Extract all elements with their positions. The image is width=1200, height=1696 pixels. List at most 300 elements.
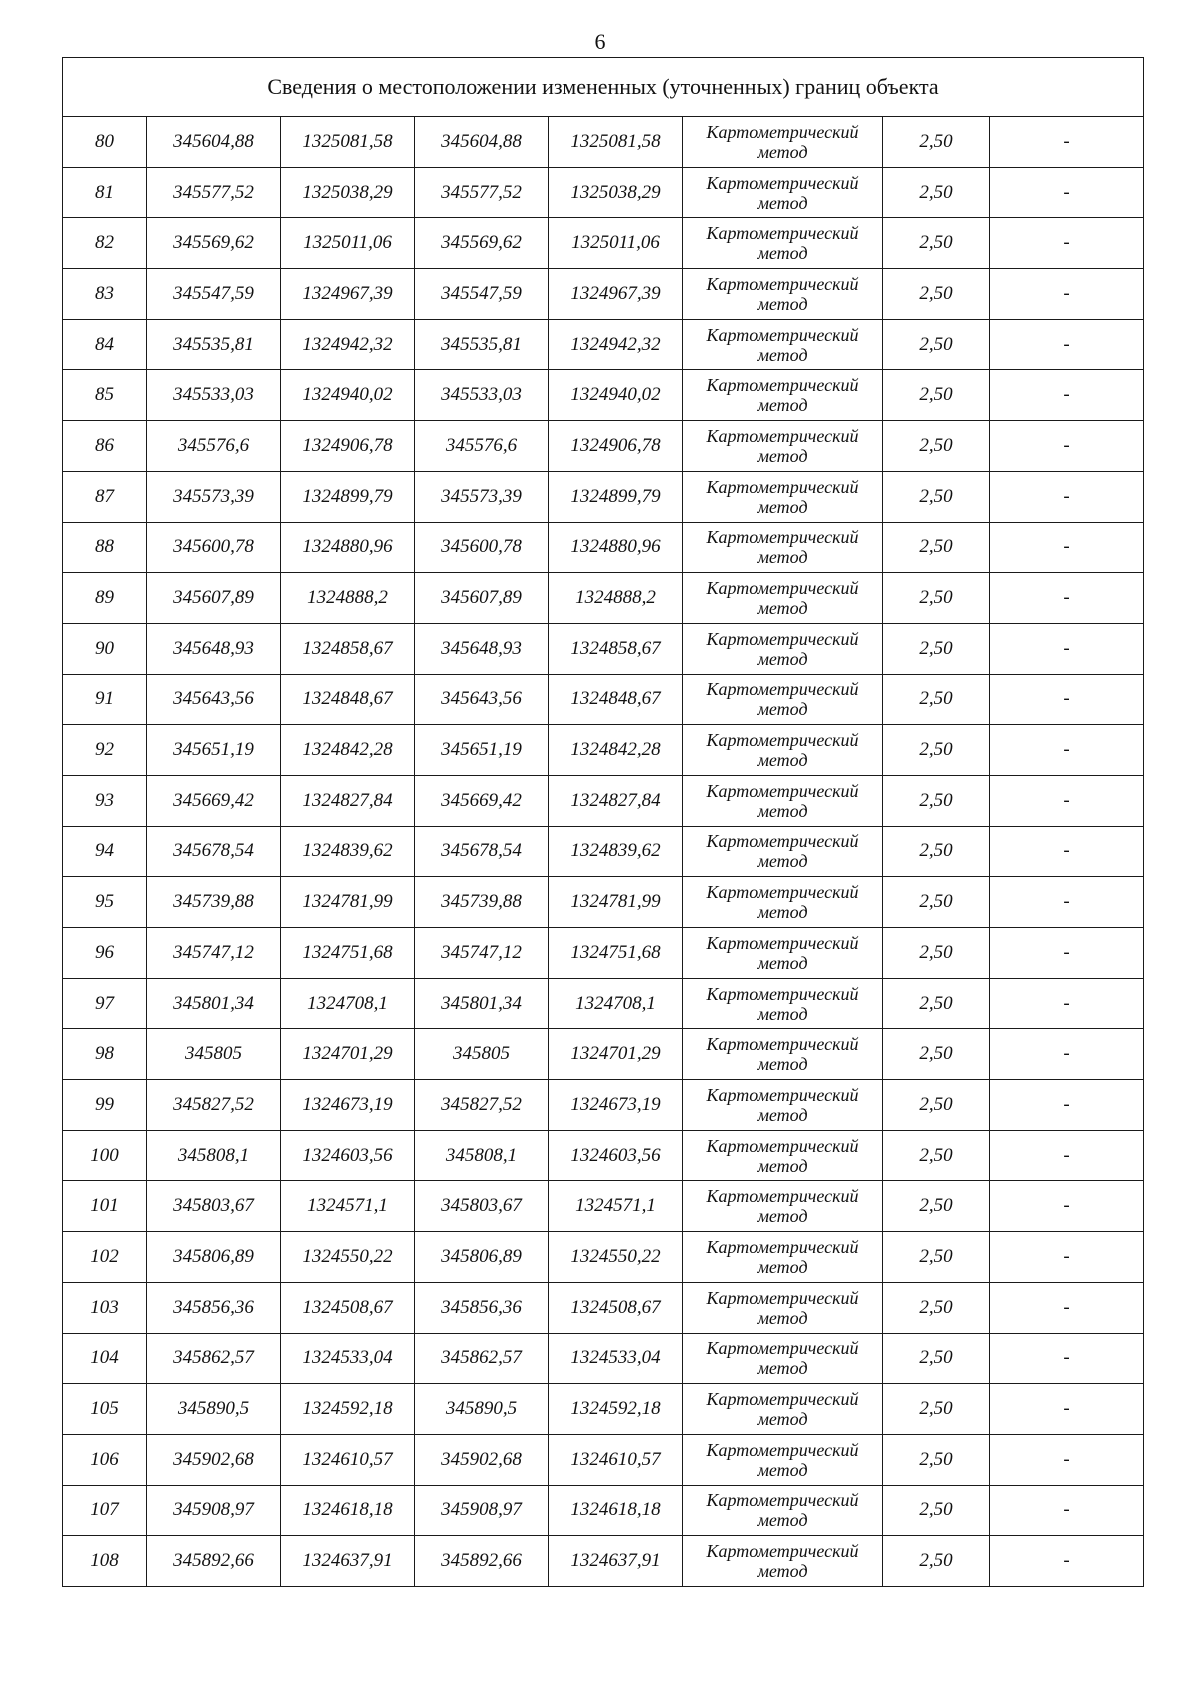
accuracy-cell: 2,50 bbox=[883, 319, 990, 370]
method-line-2: метод bbox=[757, 800, 808, 821]
existing-x-cell: 345803,67 bbox=[147, 1181, 281, 1232]
existing-x-cell: 345902,68 bbox=[147, 1434, 281, 1485]
refined-x-cell: 345535,81 bbox=[415, 319, 549, 370]
table-row bbox=[63, 421, 1144, 472]
method-line-2: метод bbox=[757, 750, 808, 771]
method-line-2: метод bbox=[757, 902, 808, 923]
existing-y-cell: 1324673,19 bbox=[281, 1080, 415, 1131]
table-row bbox=[63, 218, 1144, 269]
table-title: Сведения о местоположении измененных (уточненных) границ объекта bbox=[63, 58, 1144, 117]
note-cell: - bbox=[990, 269, 1144, 320]
point-number-cell: 108 bbox=[63, 1536, 147, 1587]
existing-y-cell: 1325038,29 bbox=[281, 167, 415, 218]
existing-x-cell: 345890,5 bbox=[147, 1384, 281, 1435]
point-number-cell: 106 bbox=[63, 1434, 147, 1485]
refined-y-cell: 1324858,67 bbox=[549, 623, 683, 674]
refined-x-cell: 345569,62 bbox=[415, 218, 549, 269]
method-cell bbox=[683, 167, 883, 218]
existing-y-cell: 1324781,99 bbox=[281, 877, 415, 928]
note-cell: - bbox=[990, 826, 1144, 877]
refined-y-cell: 1324942,32 bbox=[549, 319, 683, 370]
refined-x-cell: 345908,97 bbox=[415, 1485, 549, 1536]
accuracy-cell: 2,50 bbox=[883, 573, 990, 624]
accuracy-cell: 2,50 bbox=[883, 1333, 990, 1384]
existing-x-cell: 345600,78 bbox=[147, 522, 281, 573]
existing-x-cell: 345892,66 bbox=[147, 1536, 281, 1587]
point-number-cell: 101 bbox=[63, 1181, 147, 1232]
existing-x-cell: 345669,42 bbox=[147, 775, 281, 826]
method-cell bbox=[683, 1434, 883, 1485]
existing-x-cell: 345576,6 bbox=[147, 421, 281, 472]
refined-y-cell: 1324781,99 bbox=[549, 877, 683, 928]
note-cell: - bbox=[990, 370, 1144, 421]
method-cell bbox=[683, 573, 883, 624]
existing-x-cell: 345533,03 bbox=[147, 370, 281, 421]
method-line-2: метод bbox=[757, 547, 808, 568]
note-cell: - bbox=[990, 674, 1144, 725]
method-cell bbox=[683, 1130, 883, 1181]
existing-y-cell: 1324888,2 bbox=[281, 573, 415, 624]
note-cell: - bbox=[990, 1282, 1144, 1333]
existing-y-cell: 1324592,18 bbox=[281, 1384, 415, 1435]
accuracy-cell: 2,50 bbox=[883, 471, 990, 522]
method-cell bbox=[683, 775, 883, 826]
existing-x-cell: 345569,62 bbox=[147, 218, 281, 269]
method-cell bbox=[683, 978, 883, 1029]
method-cell bbox=[683, 623, 883, 674]
accuracy-cell: 2,50 bbox=[883, 117, 990, 168]
note-cell: - bbox=[990, 725, 1144, 776]
existing-y-cell: 1324508,67 bbox=[281, 1282, 415, 1333]
accuracy-cell: 2,50 bbox=[883, 1029, 990, 1080]
point-number-cell: 107 bbox=[63, 1485, 147, 1536]
method-line-1: Картометрический bbox=[706, 1389, 859, 1410]
method-line-2: метод bbox=[757, 851, 808, 872]
method-cell bbox=[683, 471, 883, 522]
refined-y-cell: 1324751,68 bbox=[549, 928, 683, 979]
method-line-2: метод bbox=[757, 1307, 808, 1328]
point-number-cell: 87 bbox=[63, 471, 147, 522]
method-line-1: Картометрический bbox=[706, 1541, 859, 1562]
refined-x-cell: 345607,89 bbox=[415, 573, 549, 624]
existing-x-cell: 345547,59 bbox=[147, 269, 281, 320]
point-number-cell: 100 bbox=[63, 1130, 147, 1181]
note-cell: - bbox=[990, 421, 1144, 472]
existing-y-cell: 1324533,04 bbox=[281, 1333, 415, 1384]
method-cell bbox=[683, 218, 883, 269]
method-cell bbox=[683, 370, 883, 421]
note-cell: - bbox=[990, 1536, 1144, 1587]
refined-y-cell: 1324848,67 bbox=[549, 674, 683, 725]
refined-x-cell: 345902,68 bbox=[415, 1434, 549, 1485]
existing-y-cell: 1324842,28 bbox=[281, 725, 415, 776]
table-row bbox=[63, 117, 1144, 168]
method-line-1: Картометрический bbox=[706, 121, 859, 142]
refined-y-cell: 1324603,56 bbox=[549, 1130, 683, 1181]
point-number-cell: 92 bbox=[63, 725, 147, 776]
refined-x-cell: 345669,42 bbox=[415, 775, 549, 826]
table-row bbox=[63, 1434, 1144, 1485]
note-cell: - bbox=[990, 1384, 1144, 1435]
table-row bbox=[63, 674, 1144, 725]
method-line-2: метод bbox=[757, 699, 808, 720]
method-cell bbox=[683, 1282, 883, 1333]
point-number-cell: 82 bbox=[63, 218, 147, 269]
existing-y-cell: 1324571,1 bbox=[281, 1181, 415, 1232]
refined-x-cell: 345547,59 bbox=[415, 269, 549, 320]
existing-x-cell: 345651,19 bbox=[147, 725, 281, 776]
method-cell bbox=[683, 877, 883, 928]
refined-x-cell: 345600,78 bbox=[415, 522, 549, 573]
point-number-cell: 102 bbox=[63, 1232, 147, 1283]
method-line-2: метод bbox=[757, 1409, 808, 1430]
method-line-2: метод bbox=[757, 141, 808, 162]
method-line-1: Картометрический bbox=[706, 679, 859, 700]
accuracy-cell: 2,50 bbox=[883, 167, 990, 218]
method-line-2: метод bbox=[757, 243, 808, 264]
refined-y-cell: 1324880,96 bbox=[549, 522, 683, 573]
existing-y-cell: 1324942,32 bbox=[281, 319, 415, 370]
existing-y-cell: 1324967,39 bbox=[281, 269, 415, 320]
note-cell: - bbox=[990, 522, 1144, 573]
method-line-1: Картометрический bbox=[706, 425, 859, 446]
note-cell: - bbox=[990, 117, 1144, 168]
method-line-1: Картометрический bbox=[706, 172, 859, 193]
existing-x-cell: 345747,12 bbox=[147, 928, 281, 979]
method-cell bbox=[683, 1333, 883, 1384]
method-line-2: метод bbox=[757, 293, 808, 314]
existing-x-cell: 345607,89 bbox=[147, 573, 281, 624]
refined-y-cell: 1324701,29 bbox=[549, 1029, 683, 1080]
refined-y-cell: 1324827,84 bbox=[549, 775, 683, 826]
method-line-1: Картометрический bbox=[706, 932, 859, 953]
table-row bbox=[63, 978, 1144, 1029]
existing-y-cell: 1325011,06 bbox=[281, 218, 415, 269]
table-row bbox=[63, 1536, 1144, 1587]
refined-x-cell: 345643,56 bbox=[415, 674, 549, 725]
accuracy-cell: 2,50 bbox=[883, 1536, 990, 1587]
existing-y-cell: 1324603,56 bbox=[281, 1130, 415, 1181]
point-number-cell: 104 bbox=[63, 1333, 147, 1384]
accuracy-cell: 2,50 bbox=[883, 826, 990, 877]
method-cell bbox=[683, 1384, 883, 1435]
existing-x-cell: 345827,52 bbox=[147, 1080, 281, 1131]
method-line-2: метод bbox=[757, 395, 808, 416]
method-cell bbox=[683, 117, 883, 168]
method-cell bbox=[683, 319, 883, 370]
existing-x-cell: 345808,1 bbox=[147, 1130, 281, 1181]
note-cell: - bbox=[990, 623, 1144, 674]
refined-y-cell: 1324508,67 bbox=[549, 1282, 683, 1333]
method-line-1: Картометрический bbox=[706, 1236, 859, 1257]
existing-x-cell: 345648,93 bbox=[147, 623, 281, 674]
existing-y-cell: 1325081,58 bbox=[281, 117, 415, 168]
accuracy-cell: 2,50 bbox=[883, 370, 990, 421]
existing-y-cell: 1324899,79 bbox=[281, 471, 415, 522]
method-line-1: Картометрический bbox=[706, 730, 859, 751]
table-row bbox=[63, 522, 1144, 573]
refined-x-cell: 345856,36 bbox=[415, 1282, 549, 1333]
method-line-1: Картометрический bbox=[706, 273, 859, 294]
accuracy-cell: 2,50 bbox=[883, 928, 990, 979]
accuracy-cell: 2,50 bbox=[883, 522, 990, 573]
accuracy-cell: 2,50 bbox=[883, 674, 990, 725]
refined-x-cell: 345576,6 bbox=[415, 421, 549, 472]
table-row bbox=[63, 319, 1144, 370]
point-number-cell: 90 bbox=[63, 623, 147, 674]
method-cell bbox=[683, 725, 883, 776]
table-row bbox=[63, 826, 1144, 877]
point-number-cell: 99 bbox=[63, 1080, 147, 1131]
note-cell: - bbox=[990, 218, 1144, 269]
table-row bbox=[63, 1130, 1144, 1181]
method-cell bbox=[683, 928, 883, 979]
point-number-cell: 98 bbox=[63, 1029, 147, 1080]
method-line-1: Картометрический bbox=[706, 476, 859, 497]
point-number-cell: 81 bbox=[63, 167, 147, 218]
refined-y-cell: 1324533,04 bbox=[549, 1333, 683, 1384]
note-cell: - bbox=[990, 1181, 1144, 1232]
existing-y-cell: 1324848,67 bbox=[281, 674, 415, 725]
table-row bbox=[63, 1080, 1144, 1131]
table-row bbox=[63, 1181, 1144, 1232]
method-line-2: метод bbox=[757, 1155, 808, 1176]
method-line-2: метод bbox=[757, 648, 808, 669]
note-cell: - bbox=[990, 1434, 1144, 1485]
note-cell: - bbox=[990, 1130, 1144, 1181]
table-row bbox=[63, 1232, 1144, 1283]
method-line-2: метод bbox=[757, 344, 808, 365]
table-row bbox=[63, 370, 1144, 421]
refined-x-cell: 345862,57 bbox=[415, 1333, 549, 1384]
refined-x-cell: 345808,1 bbox=[415, 1130, 549, 1181]
refined-y-cell: 1324610,57 bbox=[549, 1434, 683, 1485]
refined-y-cell: 1324592,18 bbox=[549, 1384, 683, 1435]
note-cell: - bbox=[990, 978, 1144, 1029]
refined-y-cell: 1324571,1 bbox=[549, 1181, 683, 1232]
note-cell: - bbox=[990, 928, 1144, 979]
note-cell: - bbox=[990, 1333, 1144, 1384]
refined-y-cell: 1324708,1 bbox=[549, 978, 683, 1029]
accuracy-cell: 2,50 bbox=[883, 1232, 990, 1283]
accuracy-cell: 2,50 bbox=[883, 623, 990, 674]
accuracy-cell: 2,50 bbox=[883, 269, 990, 320]
table-row bbox=[63, 928, 1144, 979]
accuracy-cell: 2,50 bbox=[883, 421, 990, 472]
refined-x-cell: 345747,12 bbox=[415, 928, 549, 979]
refined-x-cell: 345604,88 bbox=[415, 117, 549, 168]
refined-x-cell: 345890,5 bbox=[415, 1384, 549, 1435]
method-line-1: Картометрический bbox=[706, 1135, 859, 1156]
point-number-cell: 83 bbox=[63, 269, 147, 320]
existing-x-cell: 345577,52 bbox=[147, 167, 281, 218]
point-number-cell: 103 bbox=[63, 1282, 147, 1333]
refined-x-cell: 345678,54 bbox=[415, 826, 549, 877]
method-line-1: Картометрический bbox=[706, 1287, 859, 1308]
point-number-cell: 105 bbox=[63, 1384, 147, 1435]
existing-y-cell: 1324839,62 bbox=[281, 826, 415, 877]
refined-x-cell: 345803,67 bbox=[415, 1181, 549, 1232]
refined-y-cell: 1324967,39 bbox=[549, 269, 683, 320]
method-line-1: Картометрический bbox=[706, 375, 859, 396]
method-line-1: Картометрический bbox=[706, 1186, 859, 1207]
existing-y-cell: 1324858,67 bbox=[281, 623, 415, 674]
refined-x-cell: 345827,52 bbox=[415, 1080, 549, 1131]
refined-y-cell: 1325081,58 bbox=[549, 117, 683, 168]
method-line-1: Картометрический bbox=[706, 578, 859, 599]
method-line-1: Картометрический bbox=[706, 628, 859, 649]
note-cell: - bbox=[990, 471, 1144, 522]
existing-y-cell: 1324610,57 bbox=[281, 1434, 415, 1485]
accuracy-cell: 2,50 bbox=[883, 1181, 990, 1232]
existing-y-cell: 1324701,29 bbox=[281, 1029, 415, 1080]
method-cell bbox=[683, 826, 883, 877]
method-cell bbox=[683, 1536, 883, 1587]
method-line-1: Картометрический bbox=[706, 1439, 859, 1460]
refined-y-cell: 1324842,28 bbox=[549, 725, 683, 776]
accuracy-cell: 2,50 bbox=[883, 1485, 990, 1536]
table-row bbox=[63, 1384, 1144, 1435]
existing-x-cell: 345805 bbox=[147, 1029, 281, 1080]
table-row bbox=[63, 623, 1144, 674]
table-row bbox=[63, 573, 1144, 624]
point-number-cell: 85 bbox=[63, 370, 147, 421]
table-row bbox=[63, 167, 1144, 218]
refined-y-cell: 1324550,22 bbox=[549, 1232, 683, 1283]
existing-y-cell: 1324708,1 bbox=[281, 978, 415, 1029]
note-cell: - bbox=[990, 877, 1144, 928]
method-line-2: метод bbox=[757, 1256, 808, 1277]
accuracy-cell: 2,50 bbox=[883, 725, 990, 776]
existing-x-cell: 345801,34 bbox=[147, 978, 281, 1029]
refined-y-cell: 1324637,91 bbox=[549, 1536, 683, 1587]
table-row bbox=[63, 1485, 1144, 1536]
point-number-cell: 93 bbox=[63, 775, 147, 826]
method-cell bbox=[683, 1232, 883, 1283]
method-line-2: метод bbox=[757, 1358, 808, 1379]
method-line-2: метод bbox=[757, 598, 808, 619]
point-number-cell: 96 bbox=[63, 928, 147, 979]
method-line-2: метод bbox=[757, 952, 808, 973]
existing-x-cell: 345573,39 bbox=[147, 471, 281, 522]
point-number-cell: 84 bbox=[63, 319, 147, 370]
existing-y-cell: 1324637,91 bbox=[281, 1536, 415, 1587]
refined-x-cell: 345533,03 bbox=[415, 370, 549, 421]
accuracy-cell: 2,50 bbox=[883, 1130, 990, 1181]
existing-x-cell: 345643,56 bbox=[147, 674, 281, 725]
refined-x-cell: 345648,93 bbox=[415, 623, 549, 674]
point-number-cell: 91 bbox=[63, 674, 147, 725]
refined-y-cell: 1324899,79 bbox=[549, 471, 683, 522]
note-cell: - bbox=[990, 1232, 1144, 1283]
note-cell: - bbox=[990, 573, 1144, 624]
refined-x-cell: 345806,89 bbox=[415, 1232, 549, 1283]
refined-y-cell: 1324940,02 bbox=[549, 370, 683, 421]
point-number-cell: 86 bbox=[63, 421, 147, 472]
method-line-1: Картометрический bbox=[706, 1338, 859, 1359]
method-line-2: метод bbox=[757, 1003, 808, 1024]
existing-y-cell: 1324550,22 bbox=[281, 1232, 415, 1283]
note-cell: - bbox=[990, 1080, 1144, 1131]
method-line-2: метод bbox=[757, 1510, 808, 1531]
accuracy-cell: 2,50 bbox=[883, 877, 990, 928]
table-row bbox=[63, 1282, 1144, 1333]
method-line-2: метод bbox=[757, 1459, 808, 1480]
refined-y-cell: 1324906,78 bbox=[549, 421, 683, 472]
method-line-2: метод bbox=[757, 1206, 808, 1227]
method-cell bbox=[683, 1181, 883, 1232]
method-line-1: Картометрический bbox=[706, 882, 859, 903]
existing-x-cell: 345908,97 bbox=[147, 1485, 281, 1536]
existing-y-cell: 1324880,96 bbox=[281, 522, 415, 573]
point-number-cell: 80 bbox=[63, 117, 147, 168]
existing-y-cell: 1324827,84 bbox=[281, 775, 415, 826]
table-row bbox=[63, 269, 1144, 320]
existing-x-cell: 345856,36 bbox=[147, 1282, 281, 1333]
method-cell bbox=[683, 269, 883, 320]
existing-y-cell: 1324940,02 bbox=[281, 370, 415, 421]
method-line-1: Картометрический bbox=[706, 780, 859, 801]
accuracy-cell: 2,50 bbox=[883, 1384, 990, 1435]
point-number-cell: 88 bbox=[63, 522, 147, 573]
accuracy-cell: 2,50 bbox=[883, 218, 990, 269]
method-line-2: метод bbox=[757, 192, 808, 213]
refined-y-cell: 1324839,62 bbox=[549, 826, 683, 877]
page-number: 6 bbox=[594, 29, 606, 54]
existing-y-cell: 1324751,68 bbox=[281, 928, 415, 979]
method-line-1: Картометрический bbox=[706, 324, 859, 345]
accuracy-cell: 2,50 bbox=[883, 978, 990, 1029]
refined-x-cell: 345573,39 bbox=[415, 471, 549, 522]
existing-x-cell: 345806,89 bbox=[147, 1232, 281, 1283]
accuracy-cell: 2,50 bbox=[883, 1080, 990, 1131]
table-row bbox=[63, 775, 1144, 826]
table-row bbox=[63, 725, 1144, 776]
method-line-1: Картометрический bbox=[706, 1084, 859, 1105]
refined-y-cell: 1324618,18 bbox=[549, 1485, 683, 1536]
note-cell: - bbox=[990, 775, 1144, 826]
table-row bbox=[63, 1333, 1144, 1384]
method-line-1: Картометрический bbox=[706, 527, 859, 548]
accuracy-cell: 2,50 bbox=[883, 1434, 990, 1485]
method-line-1: Картометрический bbox=[706, 1490, 859, 1511]
existing-y-cell: 1324618,18 bbox=[281, 1485, 415, 1536]
accuracy-cell: 2,50 bbox=[883, 1282, 990, 1333]
method-line-1: Картометрический bbox=[706, 983, 859, 1004]
method-cell bbox=[683, 1029, 883, 1080]
refined-x-cell: 345739,88 bbox=[415, 877, 549, 928]
point-number-cell: 94 bbox=[63, 826, 147, 877]
existing-x-cell: 345739,88 bbox=[147, 877, 281, 928]
note-cell: - bbox=[990, 167, 1144, 218]
table-row bbox=[63, 1029, 1144, 1080]
method-line-2: метод bbox=[757, 1054, 808, 1075]
method-line-1: Картометрический bbox=[706, 1034, 859, 1055]
note-cell: - bbox=[990, 319, 1144, 370]
method-line-2: метод bbox=[757, 1104, 808, 1125]
accuracy-cell: 2,50 bbox=[883, 775, 990, 826]
refined-x-cell: 345577,52 bbox=[415, 167, 549, 218]
method-cell bbox=[683, 522, 883, 573]
method-line-2: метод bbox=[757, 1561, 808, 1582]
table-row bbox=[63, 471, 1144, 522]
refined-x-cell: 345801,34 bbox=[415, 978, 549, 1029]
boundary-coordinates-table bbox=[62, 57, 1144, 1587]
point-number-cell: 89 bbox=[63, 573, 147, 624]
method-cell bbox=[683, 421, 883, 472]
existing-x-cell: 345862,57 bbox=[147, 1333, 281, 1384]
refined-y-cell: 1325038,29 bbox=[549, 167, 683, 218]
